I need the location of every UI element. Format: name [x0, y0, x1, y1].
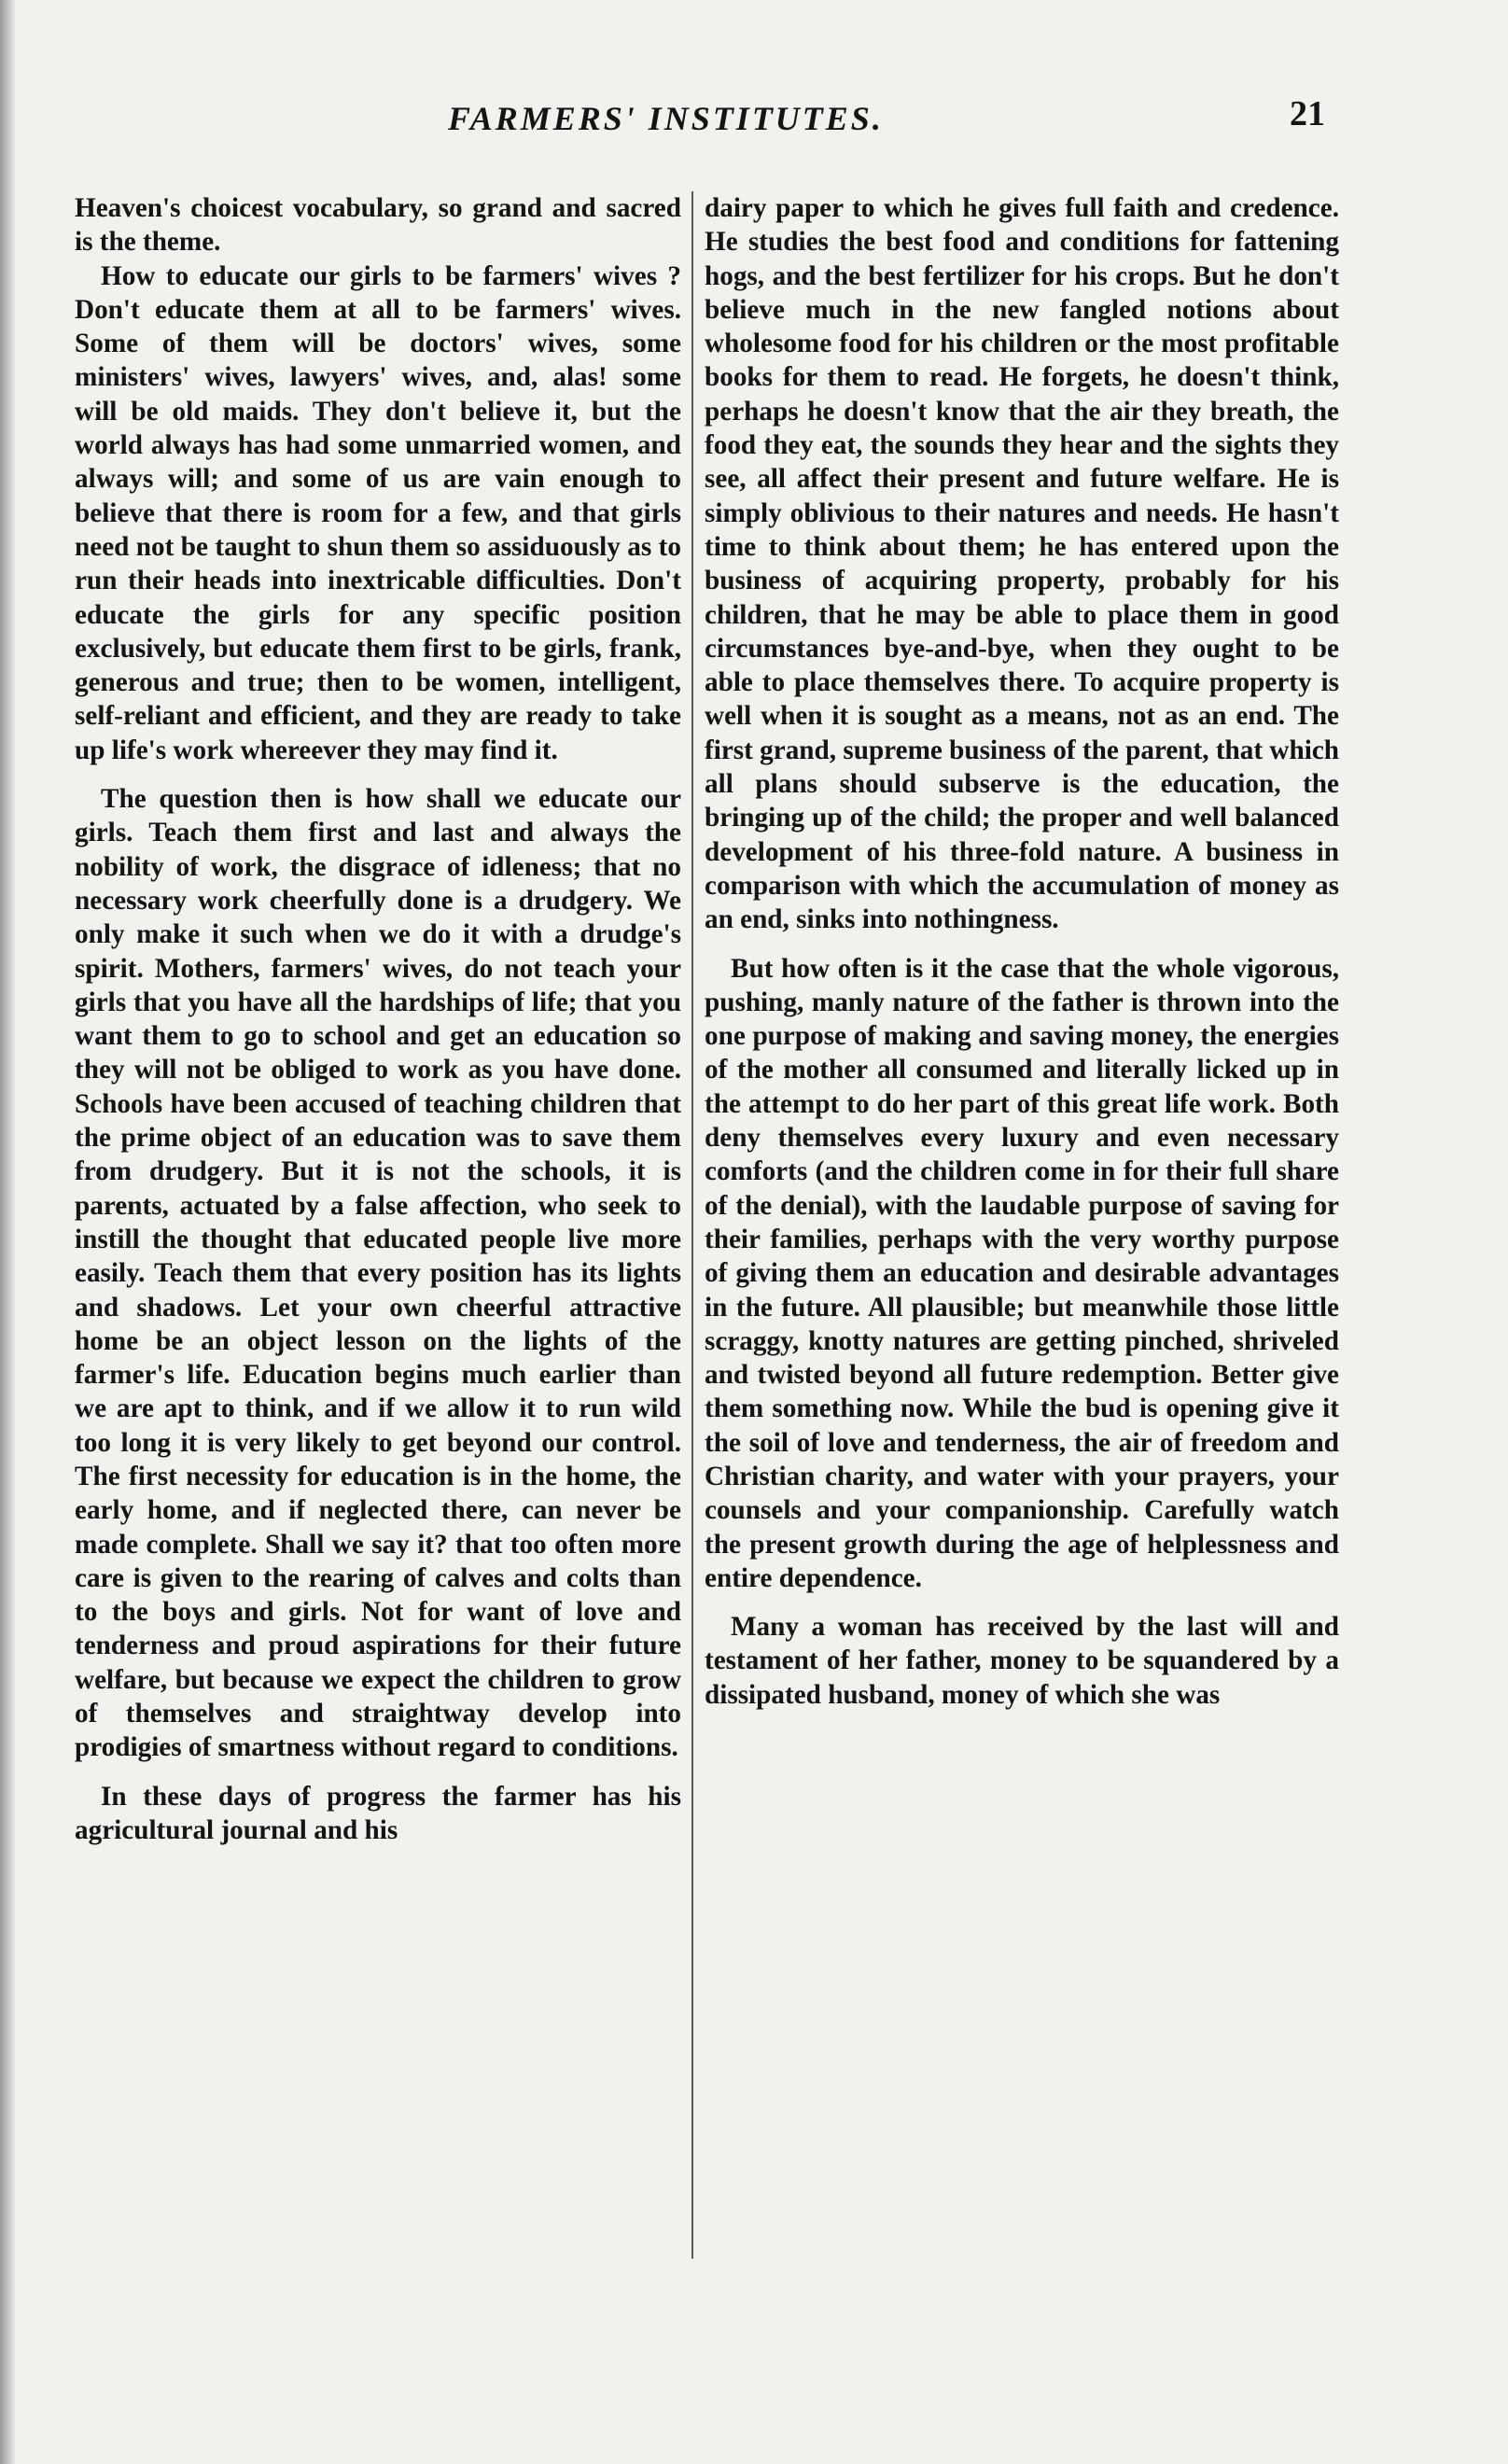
column-divider: [691, 191, 693, 2259]
right-column: [705, 191, 1339, 2301]
page-edge-shadow: [0, 0, 15, 2464]
running-title: FARMERS' INSTITUTES.: [448, 100, 884, 137]
paragraph: In these days of progress the farmer has his agricultural journal and his: [75, 1781, 681, 1845]
page-number: 21: [1290, 94, 1325, 133]
running-header: [75, 93, 1325, 159]
paragraph: Many a woman has received by the last will and testament of her father, money to be squandered by a dissipated husband, money of which she was: [705, 1612, 1339, 1710]
paragraph: Heaven's choicest vocabulary, so grand and sacred is the theme.: [75, 193, 681, 258]
paragraph: dairy paper to which he gives full faith and credence. He studies the best food and conditions for fattening hogs, and the best fertilizer for his crops. But he don't believe much in the new fangled notions about wholesome food for his children or the most profitable books for them to read. He forgets, he doesn't think, perhaps he doesn't know that the air they breath, the food they eat, the sounds they hear and the sights they see, all affect their present and future welfare. He is simply oblivious to their natures and needs. He hasn't time to think about them; he has entered upon the business of acquiring property, probably for his children, that he may be able to place them in good circumstances bye-and-bye, when they ought to be able to place themselves there. To acquire property is well when it is sought as a means, not as an end. The first grand, supreme business of the parent, that which all plans should subserve is the education, the bringing up of the child; the proper and well balanced development of his three-fold nature. A business in comparison with which the accumulation of money as an end, sinks into nothingness.: [705, 193, 1339, 935]
paragraph: The question then is how shall we educate our girls. Teach them first and last and always the nobility of work, the disgrace of idleness; that no necessary work cheerfully done is a drudgery. We only make it such when we do it with a drudge's spirit. Mothers, farmers' wives, do not teach your girls that you have all the hardships of life; that you want them to go to school and get an education so they will not be obliged to work as you have done. Schools have been accused of teaching children that the prime object of an education was to save them from drudgery. But it is not the schools, it is parents, actuated by a false affection, who seek to instill the thought that educated people live more easily. Teach them that every position has its lights and shadows. Let your own cheerful attractive home be an object lesson on the lights of the farmer's life. Education begins much earlier than we are apt to think, and if we allow it to run wild too long it is very likely to get beyond our control. The first necessity for education is in the home, the early home, and if neglected there, can never be made complete. Shall we say it? that too often more care is given to the rearing of calves and colts than to the boys and girls. Not for want of love and tenderness and proud aspirations for their future welfare, but because we expect the children to grow of themselves and straightway develop into prodigies of smartness without regard to conditions.: [75, 784, 681, 1763]
left-column: [75, 191, 681, 2301]
paragraph: But how often is it the case that the whole vigorous, pushing, manly nature of the father is thrown into the one purpose of making and saving money, the energies of the mother all consumed and literally licked up in the attempt to do her part of this great life work. Both deny themselves every luxury and even necessary comforts (and the children come in for their full share of the denial), with the laudable purpose of saving for their families, perhaps with the very worthy purpose of giving them an education and desirable advantages in the future. All plausible; but meanwhile those little scraggy, knotty natures are getting pinched, shriveled and twisted beyond all future redemption. Better give them something now. While the bud is opening give it the soil of love and tenderness, the air of freedom and Christian charity, and water with your prayers, your counsels and your companionship. Carefully watch the present growth during the age of helplessness and entire dependence.: [705, 953, 1339, 1593]
paragraph: How to educate our girls to be farmers' wives ? Don't educate them at all to be farmers' wives. Some of them will be doctors' wives, some ministers' wives, lawyers' wives, and, alas! some will be old maids. They don't believe it, but the world always has had some unmarried women, and always will; and some of us are vain enough to believe that there is room for a few, and that girls need not be taught to shun them so assiduously as to run their heads into inextricable difficulties. Don't educate the girls for any specific position exclusively, but educate them first to be girls, frank, generous and true; then to be women, intelligent, self-reliant and efficient, and they are ready to take up life's work whereever they may find it.: [75, 260, 681, 765]
